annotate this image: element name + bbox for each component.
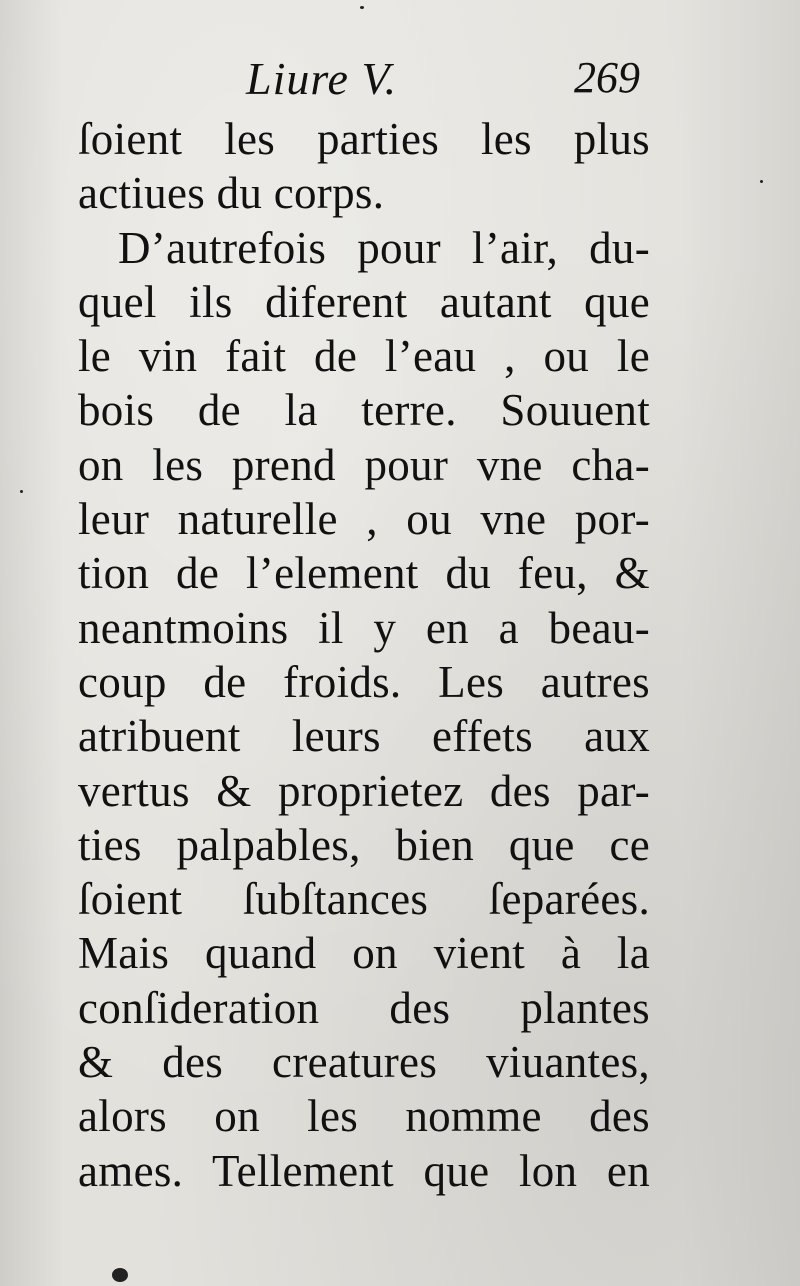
text-line: actiues du corps.	[78, 168, 385, 219]
text-line: conſideration des plantes	[78, 982, 650, 1033]
text-line: le vin fait de l’eau , ou le	[78, 331, 650, 382]
text-line: atribuent leurs effets aux	[78, 711, 650, 762]
text-line: ſoient ſubſtances ſeparées.	[78, 874, 650, 925]
body-text	[78, 112, 650, 1198]
page-number: 269	[574, 53, 640, 102]
text-line: D’autrefois pour l’air, du-	[118, 222, 650, 273]
ink-speck	[760, 180, 763, 183]
text-line: on les prend pour vne cha-	[78, 439, 650, 490]
text-line: neantmoins il y en a beau-	[78, 602, 650, 653]
running-title: Liure V.	[246, 53, 398, 104]
text-line: vertus & proprietez des par-	[78, 765, 650, 816]
text-line: alors on les nomme des	[78, 1091, 650, 1142]
running-head	[80, 50, 640, 110]
text-line: bois de la terre. Souuent	[78, 385, 650, 436]
text-line: Mais quand on vient à la	[78, 928, 650, 979]
ink-speck	[112, 1268, 128, 1282]
text-line: ames. Tellement que lon en	[78, 1145, 650, 1196]
text-line: & des creatures viuantes,	[78, 1037, 650, 1088]
text-line: tion de l’element du feu, &	[78, 548, 650, 599]
ink-speck	[20, 490, 23, 493]
text-line: ties palpables, bien que ce	[78, 819, 650, 870]
text-line: ſoient les parties les plus	[78, 114, 650, 164]
ink-speck	[360, 6, 364, 9]
text-line: leur naturelle , ou vne por-	[78, 494, 650, 545]
text-line: coup de froids. Les autres	[78, 656, 650, 707]
text-line: quel ils diferent autant que	[78, 276, 650, 327]
